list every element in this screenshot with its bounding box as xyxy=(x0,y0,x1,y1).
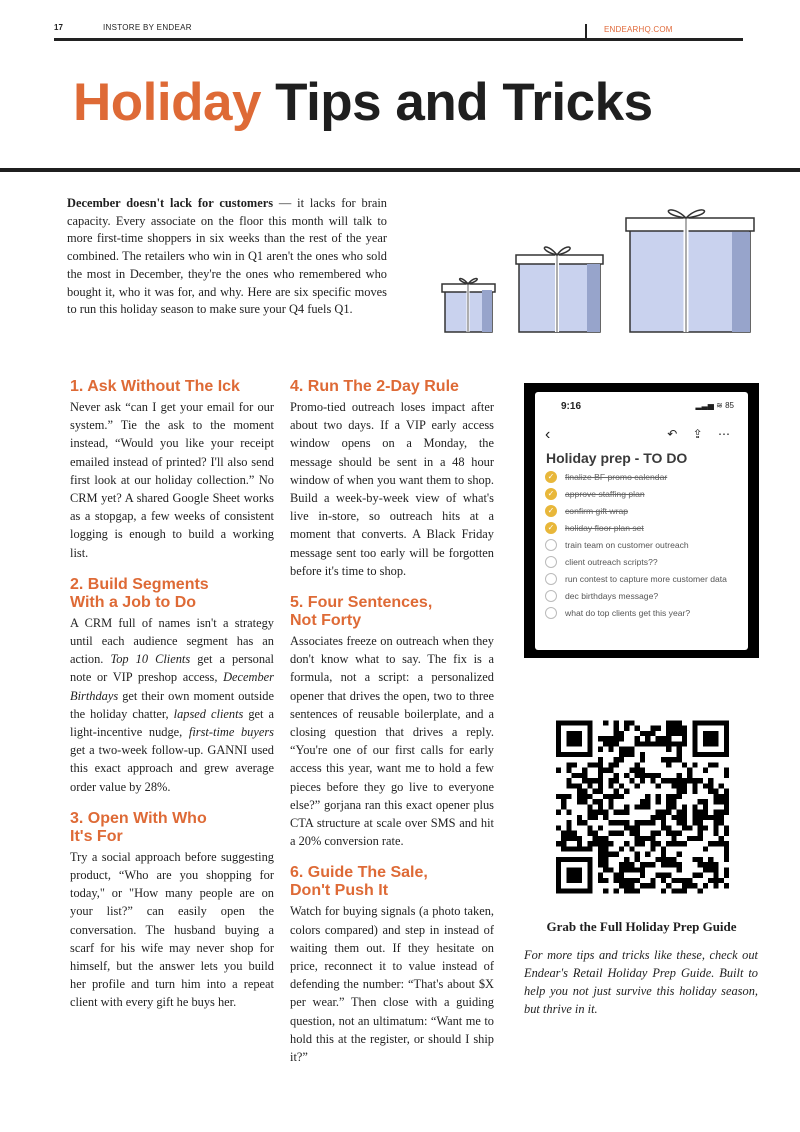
page-header xyxy=(0,0,800,42)
intro-paragraph xyxy=(67,195,387,319)
heading-line: 5. Four Sentences, xyxy=(290,594,433,612)
title-highlight: Holiday xyxy=(73,73,261,132)
section-heading xyxy=(290,594,494,630)
todo-item[interactable] xyxy=(545,540,740,551)
column-middle xyxy=(290,378,494,1080)
title-rest: Tips and Tricks xyxy=(260,73,653,132)
gift-icon xyxy=(442,279,495,332)
status-time: 9:16 xyxy=(561,401,582,412)
page-number: 17 xyxy=(54,23,63,32)
heading-line: 3. Open With Who xyxy=(70,809,207,827)
notes-screen xyxy=(535,392,748,650)
section-heading: 4. Run The 2-Day Rule xyxy=(290,378,459,395)
body-text: get their own moment outside the holiday chatter, xyxy=(70,688,274,721)
empty-circle-icon[interactable] xyxy=(545,607,557,619)
segment-name: December Birthdays xyxy=(70,670,274,703)
todo-item[interactable] xyxy=(545,591,740,602)
empty-circle-icon[interactable] xyxy=(545,539,557,551)
guide-heading: Grab the Full Holiday Prep Guide xyxy=(546,919,737,934)
page-title xyxy=(73,72,653,133)
empty-circle-icon[interactable] xyxy=(545,573,557,585)
todo-item[interactable] xyxy=(545,489,740,500)
todo-text: train team on customer outreach xyxy=(565,540,689,550)
todo-item[interactable] xyxy=(545,608,740,619)
heading-line: 6. Guide The Sale, xyxy=(290,864,428,882)
publication-name: INSTORE BY ENDEAR xyxy=(103,23,192,32)
todo-text: holiday floor plan set xyxy=(565,523,644,533)
heading-line: Don't Push It xyxy=(290,882,389,900)
intro-body: — it lacks for brain capacity. Every associate on the floor this month will talk to more first-time shoppers in six weeks than the rest of the year combined. The retailers who win in Q1 aren't the ones who sold the most in December, they're the ones who remembered who bought it, who it was for, and why. Here are six specific moves to run this holiday season to make sure your Q4 fuels Q1. xyxy=(67,196,387,317)
site-link[interactable]: ENDEARHQ.COM xyxy=(604,25,673,34)
section-heading xyxy=(290,864,494,900)
todo-text: what do top clients get this year? xyxy=(565,608,691,618)
todo-item[interactable] xyxy=(545,574,740,585)
body-text: get a light-incentive nudge, xyxy=(70,706,274,740)
heading-line: With a Job to Do xyxy=(70,593,197,611)
section-body: Associates freeze on outreach when they don't know what to say. The fix is a formula, not a script: a personalized opener that drives the open, two to three sentences of reusable boilerplate, and a closing question that drives a reply. “You're one of our first calls for early access this year, want me to hold a few pieces before they go live to everyone else?” gorjana ran this exact opener plus CTA structure at scale over SMS and hit a 20% conversion rate. xyxy=(290,634,494,849)
section-body: Promo-tied outreach loses impact after about two days. If a VIP early access window opens on a Monday, the message should be sent in a 48 hour window of when you want them to shop. Build a week-by-week view of what's live in-store, so outreach hits at a moment that converts. A Black Friday message sent too early will be forgotten before it's time to shop. xyxy=(290,400,494,578)
todo-text: dec birthdays message? xyxy=(565,591,659,601)
todo-item[interactable] xyxy=(545,506,740,517)
body-text: get a two-week follow-up. GANNI used this exact approach and grew average order value by 28%. xyxy=(70,743,274,794)
segment-name: lapsed clients xyxy=(173,706,244,721)
heading-line: Not Forty xyxy=(290,612,362,630)
gift-icon xyxy=(626,210,754,332)
section-body xyxy=(70,614,274,796)
check-icon[interactable]: ✓ xyxy=(545,522,557,534)
todo-text: client outreach scripts?? xyxy=(565,557,658,567)
todo-text: approve staffing plan xyxy=(565,489,645,499)
body-text: A CRM full of names isn't a strategy until each audience segment has an action. xyxy=(70,615,274,667)
heading-line: It's For xyxy=(70,827,123,845)
header-rule xyxy=(54,38,743,41)
guide-description: For more tips and tricks like these, check out Endear's Retail Holiday Prep Guide. Built to help you not just survive this holiday season, but thrive in it. xyxy=(524,948,758,1016)
header-divider xyxy=(585,24,587,39)
intro-lead: December doesn't lack for customers xyxy=(67,196,274,210)
todo-text: confirm gift wrap xyxy=(565,506,629,516)
status-icons: ▂▃▅ ≋ 85 xyxy=(695,401,734,410)
section-body: Try a social approach before suggesting product, “Who are you shopping for today," or "How many people are on your list?” can easily open the conversation. The husband buying a scarf for his wife may never shop for himself, but the answer lets you build her profile and turn him into a repeat client with every gift he buys her. xyxy=(70,849,274,1010)
check-icon[interactable]: ✓ xyxy=(545,505,557,517)
heading-line: 2. Build Segments xyxy=(70,575,209,593)
gift-icon xyxy=(516,247,603,332)
todo-text: finalize BF promo calendar xyxy=(565,472,668,482)
qr-code[interactable] xyxy=(556,719,729,895)
todo-text: run contest to capture more customer data xyxy=(565,574,727,584)
section-heading xyxy=(70,576,274,612)
phone-screenshot xyxy=(524,383,759,658)
section-heading xyxy=(70,810,274,846)
todo-list xyxy=(545,472,740,625)
check-icon[interactable]: ✓ xyxy=(545,471,557,483)
note-title: Holiday prep - TO DO xyxy=(546,450,688,466)
empty-circle-icon[interactable] xyxy=(545,590,557,602)
segment-name: Top 10 Clients xyxy=(110,652,191,667)
check-icon[interactable]: ✓ xyxy=(545,488,557,500)
section-body: Watch for buying signals (a photo taken, colors compared) and step in instead of waiting them out. If they hesitate on price, reconnect it to value instead of defending the number: “That's about $X per wear.” Then close with a guiding question, not an ultimatum: “Want me to hold this at the register, or should I ship it?” xyxy=(290,904,494,1065)
back-icon[interactable]: ‹ xyxy=(545,426,551,443)
title-rule xyxy=(0,168,800,172)
section-body: Never ask “can I get your email for our system.” Tie the ask to the moment instead, “Would you like your receipt emailed instead of printed? I'll also send first look at our holiday collection.” No CRM yet? A shared Google Sheet works as a stopgap, a few weeks of consistent logging is enough to build a working list. xyxy=(70,400,274,560)
body-text: get a personal note or VIP preshop access, xyxy=(70,652,274,685)
empty-circle-icon[interactable] xyxy=(545,556,557,568)
section-heading: 1. Ask Without The Ick xyxy=(70,378,240,395)
column-left xyxy=(70,378,274,1026)
todo-item[interactable] xyxy=(545,472,740,483)
todo-item[interactable] xyxy=(545,557,740,568)
gift-boxes-illustration xyxy=(440,200,760,340)
todo-item[interactable] xyxy=(545,523,740,534)
note-actions[interactable]: ↶ ⇪ ⋯ xyxy=(667,427,736,441)
segment-name: first-time buyers xyxy=(188,725,274,740)
